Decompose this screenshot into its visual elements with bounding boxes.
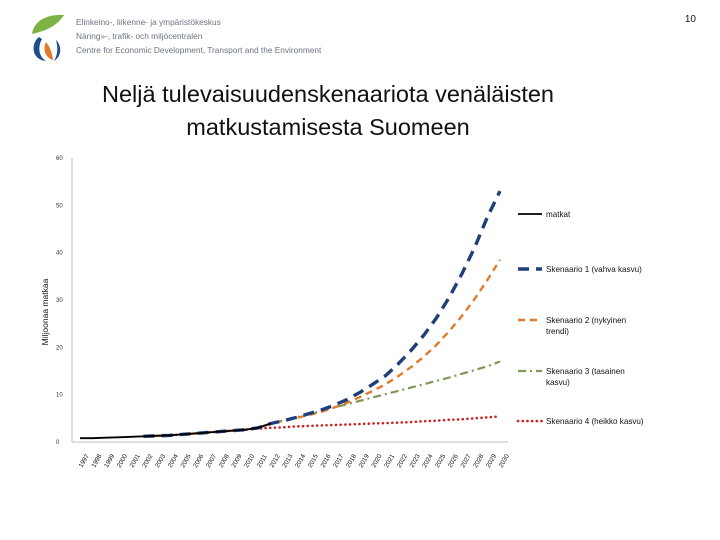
y-tick-label: 50 bbox=[56, 203, 63, 210]
legend-label: kasvu) bbox=[546, 378, 570, 387]
y-tick-label: 60 bbox=[56, 156, 63, 162]
x-tick-label: 2018 bbox=[344, 453, 359, 469]
x-tick-label: 2012 bbox=[268, 453, 282, 469]
x-tick-label: 1997 bbox=[77, 453, 91, 469]
x-tick-label: 2015 bbox=[306, 453, 320, 469]
legend-label: matkat bbox=[546, 210, 571, 219]
series-line-skenaario-1 bbox=[144, 191, 500, 436]
x-tick-label: 2008 bbox=[217, 453, 231, 469]
x-tick-label: 2028 bbox=[472, 453, 486, 469]
x-tick-label: 2030 bbox=[497, 453, 511, 469]
org-name-english: Centre for Economic Development, Transport and the Environment bbox=[76, 45, 322, 55]
x-tick-label: 1999 bbox=[103, 453, 117, 469]
legend-label: trendi) bbox=[546, 327, 569, 336]
x-tick-label: 2000 bbox=[115, 453, 130, 469]
x-tick-label: 2027 bbox=[459, 453, 473, 469]
x-tick-label: 2019 bbox=[357, 453, 371, 469]
legend-label: Skenaario 2 (nykyinen bbox=[546, 316, 627, 325]
x-tick-label: 2005 bbox=[179, 453, 193, 469]
x-tick-label: 2017 bbox=[332, 453, 346, 469]
x-tick-label: 2029 bbox=[484, 453, 499, 469]
x-tick-label: 2014 bbox=[294, 453, 308, 469]
y-tick-label: 0 bbox=[56, 440, 60, 446]
x-tick-label: 2013 bbox=[281, 453, 295, 469]
x-tick-label: 2010 bbox=[243, 453, 257, 469]
x-tick-label: 2004 bbox=[166, 453, 180, 469]
x-tick-label: 2011 bbox=[255, 453, 269, 469]
slide-title-line-2: matkustamisesta Suomeen bbox=[186, 114, 470, 140]
x-tick-label: 2023 bbox=[408, 453, 422, 469]
x-tick-label: 2024 bbox=[421, 453, 435, 469]
org-name-swedish: Näring»-, trafik- och miljöcentralen bbox=[76, 31, 203, 41]
page-number: 10 bbox=[684, 14, 696, 25]
x-tick-label: 2007 bbox=[204, 453, 219, 469]
legend-label: Skenaario 3 (tasainen bbox=[546, 367, 625, 376]
x-tick-label: 2003 bbox=[154, 453, 168, 469]
x-tick-label: 2022 bbox=[395, 453, 410, 469]
y-tick-label: 10 bbox=[56, 392, 63, 399]
y-tick-label: 40 bbox=[56, 250, 63, 257]
legend-label: Skenaario 1 (vahva kasvu) bbox=[546, 265, 642, 274]
y-axis-label: Miljoonaa matkaa bbox=[40, 278, 50, 346]
x-tick-label: 2021 bbox=[383, 453, 397, 469]
x-tick-label: 2002 bbox=[141, 453, 155, 469]
x-tick-label: 1998 bbox=[90, 453, 104, 469]
x-tick-label: 2026 bbox=[446, 453, 460, 469]
x-tick-label: 2025 bbox=[434, 453, 448, 469]
x-tick-label: 2006 bbox=[192, 453, 206, 469]
y-tick-label: 30 bbox=[56, 298, 63, 304]
x-tick-label: 2020 bbox=[370, 453, 384, 469]
x-tick-label: 2001 bbox=[128, 453, 142, 469]
y-tick-label: 20 bbox=[56, 345, 63, 352]
x-tick-label: 2016 bbox=[319, 453, 333, 469]
x-tick-label: 2009 bbox=[230, 453, 244, 469]
org-name-finnish: Elinkeino-, liikenne- ja ympäristökeskus bbox=[76, 17, 221, 27]
legend-label: Skenaario 4 (heikko kasvu) bbox=[546, 417, 644, 426]
slide-title-line-1: Neljä tulevaisuudenskenaariota venäläisten bbox=[101, 81, 555, 107]
